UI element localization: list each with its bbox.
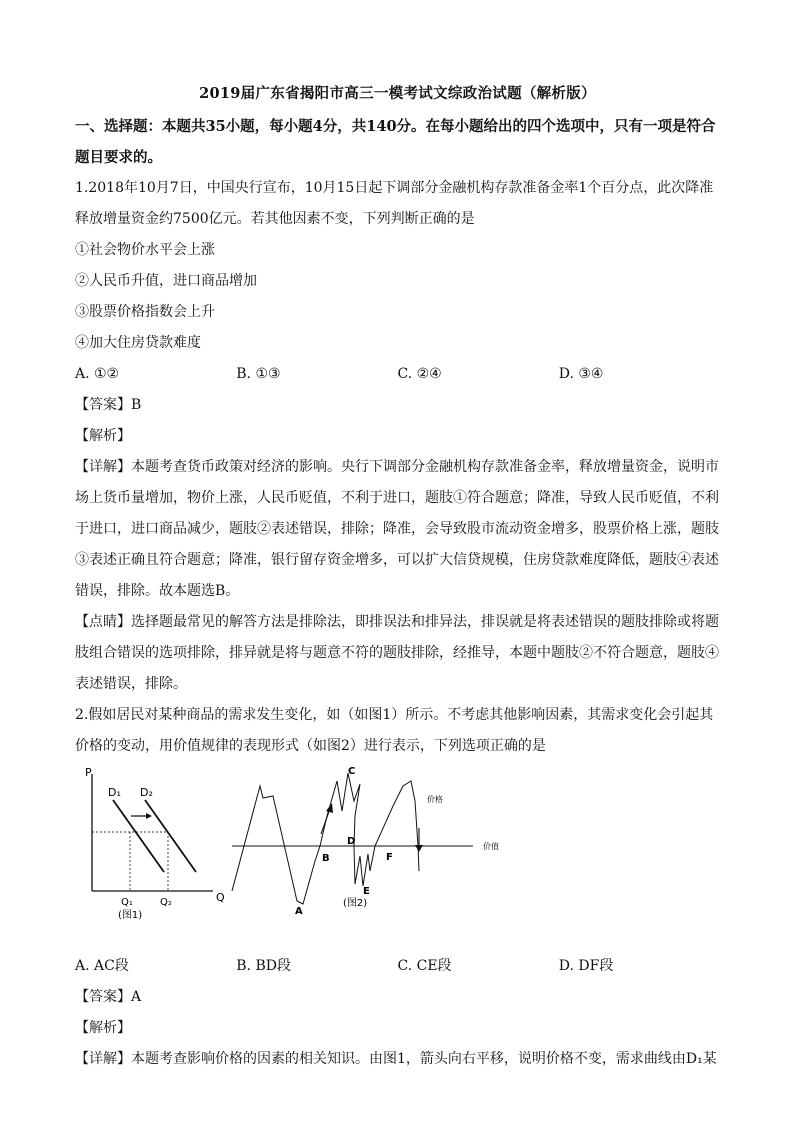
fig2-value-label: 价值 — [483, 842, 499, 851]
q2-detail: 【详解】本题考查影响价格的因素的相关知识。由图1，箭头向右平移，说明价格不变，需求曲线由D₁某 — [75, 1051, 717, 1067]
fig2-price-label: 价格 — [427, 795, 443, 804]
q2-options — [75, 951, 720, 982]
fig2-label-e: E — [363, 886, 370, 897]
fig2-up-arrow-head — [326, 803, 333, 813]
figure-2 — [232, 766, 499, 917]
fig1-d1-label: D₁ — [108, 786, 121, 799]
q1-answer: 【答案】B — [75, 397, 142, 413]
fig2-label-a: A — [295, 906, 303, 917]
fig1-d2-label: D₂ — [140, 786, 153, 799]
q2-figures — [75, 766, 720, 951]
section-heading: 一、选择题：本题共35小题，每小题4分，共140分。在每小题给出的四个选项中，只有一项是符合题目要求的。 — [75, 118, 716, 166]
q1-options — [75, 359, 720, 390]
fig1-demand-d1 — [113, 800, 164, 872]
fig2-price-curve — [232, 773, 419, 904]
q2-stem: 2.假如居民对某种商品的需求发生变化，如（如图1）所示。不考虑其他影响因素，其需求变化会引起其价格的变动，用价值规律的表现形式（如图2）进行表示，下列选项正确的是 — [75, 707, 714, 754]
q1-analysis-heading: 【解析】 — [75, 428, 131, 444]
figures-svg — [75, 766, 720, 951]
fig1-arrow-head — [146, 813, 152, 819]
fig1-q1-label: Q₁ — [121, 897, 133, 908]
q1-statement-2: ②人民币升值，进口商品增加 — [75, 273, 257, 289]
q1-statement-4: ④加大住房贷款难度 — [75, 335, 201, 351]
q1-option-c: C. ②④ — [397, 366, 442, 382]
fig1-demand-d2 — [145, 800, 196, 872]
document-page — [75, 70, 720, 1075]
q1-tip: 【点睛】选择题最常见的解答方法是排除法，即排误法和排异法，排误就是将表述错误的题肢排除或将题肢组合错误的选项排除，排异就是将与题意不符的题肢排除，经推导，本题中题肢②不符合题意，题肢④表述错误，排除。 — [75, 614, 719, 692]
fig1-caption: (图1) — [118, 910, 143, 921]
fig1-q-label: Q — [216, 891, 225, 904]
q1-detail: 【详解】本题考查货币政策对经济的影响。央行下调部分金融机构存款准备金率，释放增量资金，说明市场上货币量增加，物价上涨，人民币贬值，不利于进口，题肢①符合题意；降准，导致人民币贬值，不利于进口，进口商品减少，题肢②表述错误，排除；降准，会导致股市流动资金增多，股票价格上涨，题肢③表述正确且符合题意；降准，银行留存资金增多，可以扩大信贷规模，住房贷款难度降低，题肢④表述错误，排除。故本题选B。 — [75, 459, 719, 599]
q2-option-a: A. AC段 — [75, 958, 129, 974]
fig1-p-label: P — [85, 766, 92, 779]
fig2-down-arrow-head — [415, 845, 423, 852]
page-title: 2019届广东省揭阳市高三一模考试文综政治试题（解析版） — [199, 85, 596, 102]
fig1-q2-label: Q₂ — [160, 897, 172, 908]
fig2-label-c: C — [348, 766, 356, 777]
q1-stem: 1.2018年10月7日，中国央行宣布，10月15日起下调部分金融机构存款准备金率1个百分点，此次降准释放增量资金约7500亿元。若其他因素不变，下列判断正确的是 — [75, 180, 714, 227]
fig2-label-b: B — [322, 853, 330, 864]
q2-answer: 【答案】A — [75, 989, 142, 1005]
figure-1 — [85, 766, 225, 921]
q1-option-d: D. ③④ — [558, 366, 604, 382]
q1-statement-3: ③股票价格指数会上升 — [75, 304, 215, 320]
q2-option-c: C. CE段 — [397, 958, 452, 974]
q2-analysis-heading: 【解析】 — [75, 1020, 131, 1036]
q1-statement-1: ①社会物价水平会上涨 — [75, 242, 215, 258]
fig2-caption: (图2) — [343, 898, 368, 909]
q2-option-b: B. BD段 — [236, 958, 291, 974]
fig2-label-d: D — [347, 836, 356, 847]
q2-option-d: D. DF段 — [558, 958, 614, 974]
q1-option-b: B. ①③ — [236, 366, 281, 382]
q1-option-a: A. ①② — [75, 366, 120, 382]
fig2-label-f: F — [386, 852, 393, 863]
